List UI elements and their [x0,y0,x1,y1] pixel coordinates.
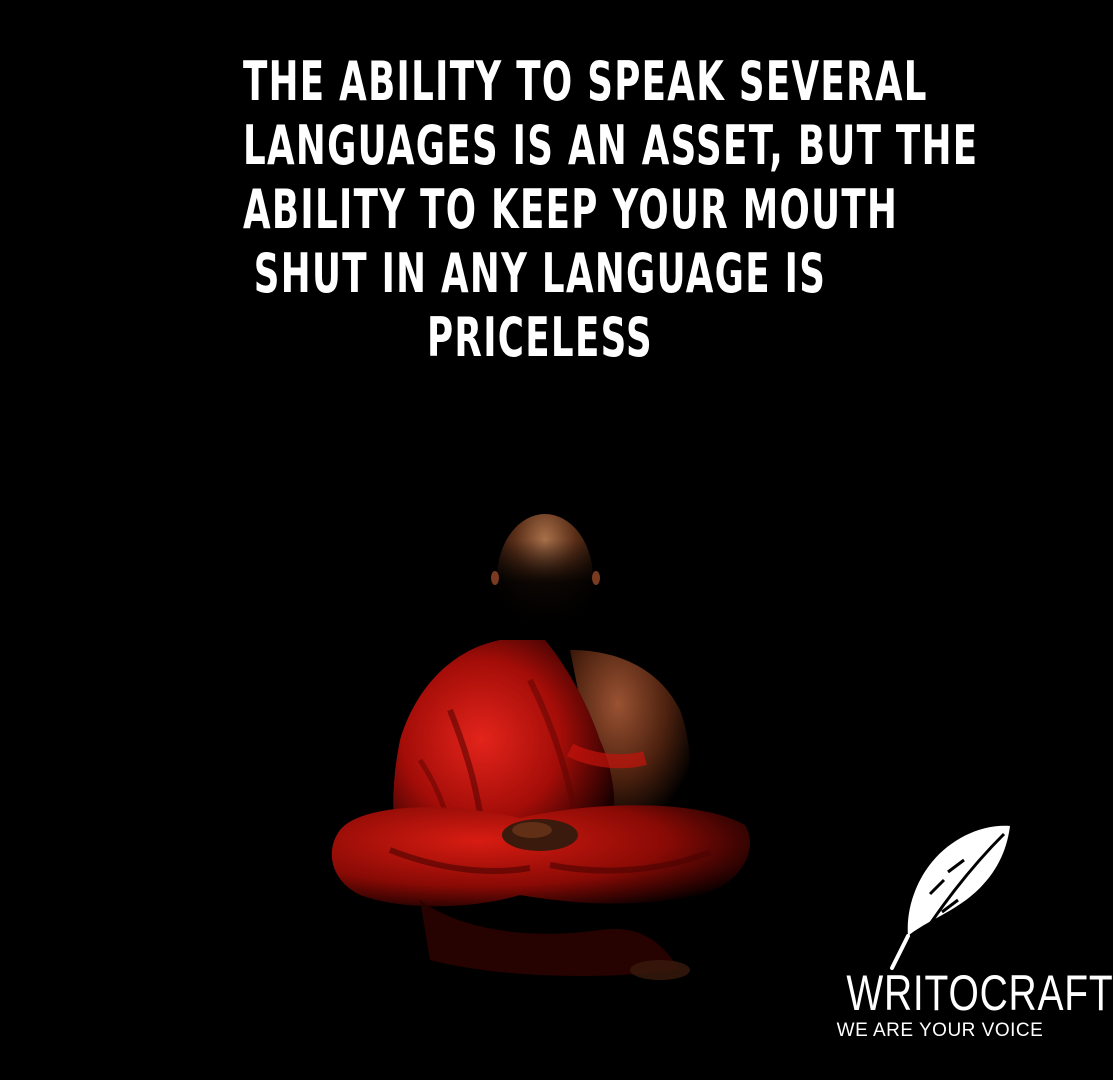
meditating-monk-image [300,500,780,1060]
brand-name: WRITOCRAFT [846,965,1113,1021]
feather-icon [882,820,1032,970]
quote-line: PRICELESS [426,306,653,369]
brand-logo [820,820,1113,1060]
quote-line: SHUT IN ANY LANGUAGE IS [253,242,827,305]
quote-text [243,50,979,370]
quote-line: ABILITY TO KEEP YOUR MOUTH [243,178,899,241]
brand-tagline: WE ARE YOUR VOICE [836,1020,1044,1041]
quote-line: LANGUAGES IS AN ASSET, BUT THE [243,114,979,177]
quote-line: THE ABILITY TO SPEAK SEVERAL [243,50,928,113]
